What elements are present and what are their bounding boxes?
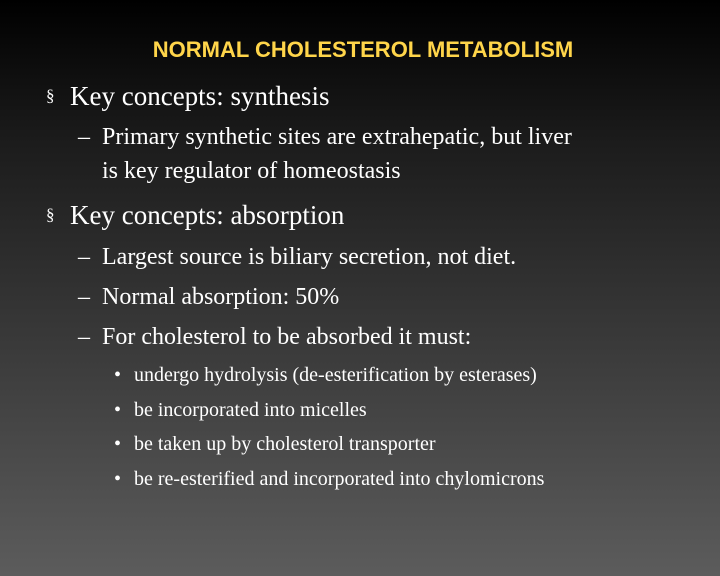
absorption-point — [78, 280, 339, 314]
requirement-text: be incorporated into micelles — [134, 399, 367, 421]
dot-bullet-icon: • — [114, 468, 122, 490]
dash-bullet-icon: – — [78, 124, 90, 150]
dot-bullet-icon: • — [114, 364, 122, 386]
requirement-item — [114, 431, 436, 457]
synthesis-point-line2: is key regulator of homeostasis — [102, 158, 401, 184]
bullet-synthesis — [46, 80, 329, 112]
square-bullet-icon: § — [46, 205, 55, 224]
absorption-point-text: For cholesterol to be absorbed it must: — [102, 324, 472, 350]
requirement-item — [114, 362, 537, 388]
requirement-item — [114, 397, 367, 423]
requirement-text: be re-esterified and incorporated into chylomicrons — [134, 468, 545, 490]
slide-title: NORMAL CHOLESTEROL METABOLISM — [152, 37, 574, 62]
absorption-point — [78, 320, 471, 354]
bullet-absorption — [46, 199, 344, 231]
requirement-item — [114, 466, 544, 492]
synthesis-point — [78, 120, 572, 154]
dash-bullet-icon: – — [78, 284, 90, 310]
absorption-point-text: Normal absorption: 50% — [102, 284, 340, 310]
dash-bullet-icon: – — [78, 324, 90, 350]
bullet-absorption-text: Key concepts: absorption — [70, 200, 345, 230]
dot-bullet-icon: • — [114, 433, 122, 455]
absorption-point — [78, 240, 516, 274]
absorption-point-text: Largest source is biliary secretion, not diet. — [102, 244, 517, 270]
dash-bullet-icon: – — [78, 244, 90, 270]
dot-bullet-icon: • — [114, 399, 122, 421]
requirement-text: be taken up by cholesterol transporter — [134, 433, 436, 455]
requirement-text: undergo hydrolysis (de-esterification by esterases) — [134, 364, 537, 386]
synthesis-point-line1: Primary synthetic sites are extrahepatic, but liver — [102, 124, 572, 150]
bullet-synthesis-text: Key concepts: synthesis — [70, 81, 330, 111]
square-bullet-icon: § — [46, 86, 55, 105]
